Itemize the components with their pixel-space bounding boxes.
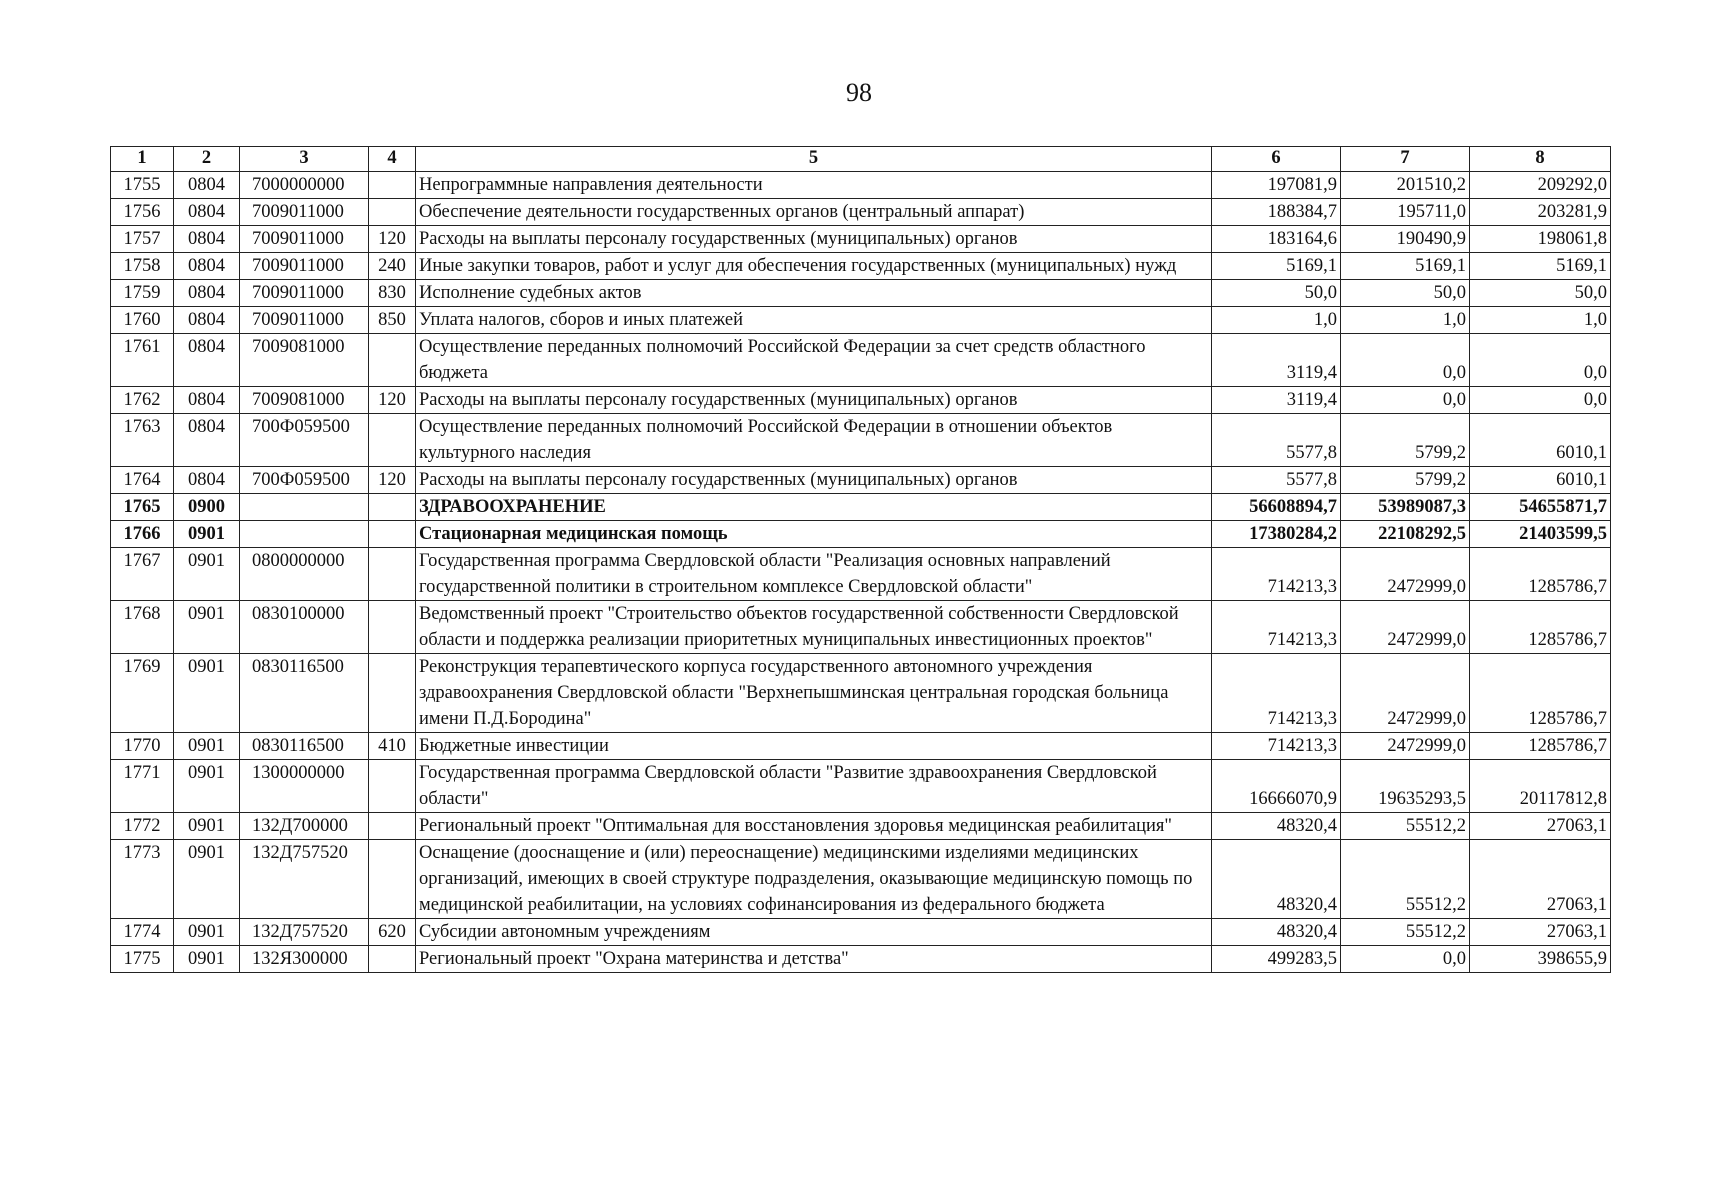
item-name: Государственная программа Свердловской области "Реализация основных направлений государственной политики в строительном комплексе Свердловской области" [416,548,1212,601]
value-col-7: 2472999,0 [1341,654,1470,733]
row-number: 1769 [111,654,174,733]
item-name: Обеспечение деятельности государственных органов (центральный аппарат) [416,199,1212,226]
value-col-7: 2472999,0 [1341,733,1470,760]
row-number: 1762 [111,387,174,414]
item-name: Расходы на выплаты персоналу государственных (муниципальных) органов [416,226,1212,253]
table-header-row [111,147,1611,172]
value-col-7: 55512,2 [1341,919,1470,946]
section-code: 0804 [174,334,240,387]
value-col-6: 5577,8 [1212,467,1341,494]
row-number: 1755 [111,172,174,199]
value-col-7: 22108292,5 [1341,521,1470,548]
value-col-6: 188384,7 [1212,199,1341,226]
section-code: 0804 [174,467,240,494]
item-name: Региональный проект "Охрана материнства и детства" [416,946,1212,973]
value-col-8: 1285786,7 [1470,601,1611,654]
item-name: Осуществление переданных полномочий Российской Федерации за счет средств областного бюджета [416,334,1212,387]
value-col-6: 5169,1 [1212,253,1341,280]
table-row [111,813,1611,840]
table-row [111,280,1611,307]
row-number: 1766 [111,521,174,548]
target-article-code: 0830100000 [240,601,369,654]
target-article-code [240,521,369,548]
section-code: 0901 [174,760,240,813]
item-name: Ведомственный проект "Строительство объектов государственной собственности Свердловской области и поддержка реализации приоритетных муниципальных инвестиционных проектов" [416,601,1212,654]
target-article-code: 7009011000 [240,199,369,226]
header-col-6: 6 [1212,147,1341,172]
table-row [111,494,1611,521]
value-col-7: 55512,2 [1341,840,1470,919]
value-col-7: 50,0 [1341,280,1470,307]
table-row [111,387,1611,414]
item-name: Бюджетные инвестиции [416,733,1212,760]
table-row [111,467,1611,494]
item-name: Стационарная медицинская помощь [416,521,1212,548]
value-col-6: 197081,9 [1212,172,1341,199]
row-number: 1757 [111,226,174,253]
section-code: 0900 [174,494,240,521]
value-col-8: 198061,8 [1470,226,1611,253]
row-number: 1764 [111,467,174,494]
target-article-code: 7000000000 [240,172,369,199]
header-col-8: 8 [1470,147,1611,172]
value-col-8: 398655,9 [1470,946,1611,973]
value-col-8: 50,0 [1470,280,1611,307]
header-col-1: 1 [111,147,174,172]
value-col-7: 5799,2 [1341,467,1470,494]
header-col-4: 4 [369,147,416,172]
table-row [111,919,1611,946]
value-col-6: 3119,4 [1212,387,1341,414]
value-col-7: 190490,9 [1341,226,1470,253]
value-col-6: 183164,6 [1212,226,1341,253]
target-article-code: 0830116500 [240,654,369,733]
row-number: 1758 [111,253,174,280]
row-number: 1773 [111,840,174,919]
row-number: 1761 [111,334,174,387]
section-code: 0901 [174,521,240,548]
value-col-6: 3119,4 [1212,334,1341,387]
expense-type-code: 410 [369,733,416,760]
target-article-code: 700Ф059500 [240,414,369,467]
value-col-7: 1,0 [1341,307,1470,334]
value-col-7: 19635293,5 [1341,760,1470,813]
row-number: 1759 [111,280,174,307]
section-code: 0901 [174,654,240,733]
target-article-code: 132Д757520 [240,919,369,946]
value-col-6: 1,0 [1212,307,1341,334]
value-col-8: 0,0 [1470,334,1611,387]
section-code: 0804 [174,172,240,199]
value-col-6: 5577,8 [1212,414,1341,467]
item-name: Непрограммные направления деятельности [416,172,1212,199]
expense-type-code: 120 [369,226,416,253]
table-row [111,760,1611,813]
expense-type-code: 120 [369,387,416,414]
row-number: 1763 [111,414,174,467]
expense-type-code [369,548,416,601]
header-col-7: 7 [1341,147,1470,172]
target-article-code: 7009011000 [240,280,369,307]
value-col-8: 6010,1 [1470,467,1611,494]
row-number: 1772 [111,813,174,840]
item-name: Государственная программа Свердловской области "Развитие здравоохранения Свердловской области" [416,760,1212,813]
target-article-code: 0800000000 [240,548,369,601]
row-number: 1775 [111,946,174,973]
value-col-7: 195711,0 [1341,199,1470,226]
value-col-8: 1285786,7 [1470,548,1611,601]
table-row [111,199,1611,226]
table-row [111,334,1611,387]
item-name: Расходы на выплаты персоналу государственных (муниципальных) органов [416,467,1212,494]
item-name: Иные закупки товаров, работ и услуг для обеспечения государственных (муниципальных) нужд [416,253,1212,280]
value-col-6: 48320,4 [1212,813,1341,840]
expense-type-code: 620 [369,919,416,946]
value-col-8: 1285786,7 [1470,654,1611,733]
target-article-code: 7009081000 [240,334,369,387]
item-name: Расходы на выплаты персоналу государственных (муниципальных) органов [416,387,1212,414]
section-code: 0804 [174,307,240,334]
target-article-code: 132Д757520 [240,840,369,919]
section-code: 0901 [174,548,240,601]
value-col-8: 6010,1 [1470,414,1611,467]
expense-type-code [369,601,416,654]
row-number: 1756 [111,199,174,226]
value-col-8: 209292,0 [1470,172,1611,199]
header-col-3: 3 [240,147,369,172]
section-code: 0804 [174,387,240,414]
item-name: Оснащение (дооснащение и (или) переоснащение) медицинскими изделиями медицинских организаций, имеющих в своей структуре подразделения, оказывающие медицинскую помощь по медицинской реабилитации, на условиях софинансирования из федерального бюджета [416,840,1212,919]
expense-type-code [369,414,416,467]
target-article-code: 700Ф059500 [240,467,369,494]
value-col-8: 0,0 [1470,387,1611,414]
value-col-8: 1285786,7 [1470,733,1611,760]
target-article-code: 7009011000 [240,253,369,280]
item-name: Осуществление переданных полномочий Российской Федерации в отношении объектов культурного наследия [416,414,1212,467]
value-col-7: 5169,1 [1341,253,1470,280]
value-col-6: 714213,3 [1212,601,1341,654]
value-col-6: 56608894,7 [1212,494,1341,521]
section-code: 0901 [174,733,240,760]
item-name: Уплата налогов, сборов и иных платежей [416,307,1212,334]
table-row [111,946,1611,973]
item-name: ЗДРАВООХРАНЕНИЕ [416,494,1212,521]
value-col-6: 714213,3 [1212,548,1341,601]
value-col-7: 2472999,0 [1341,601,1470,654]
table-row [111,307,1611,334]
expense-type-code [369,494,416,521]
table-row [111,521,1611,548]
expense-type-code: 120 [369,467,416,494]
value-col-8: 27063,1 [1470,813,1611,840]
item-name: Исполнение судебных актов [416,280,1212,307]
row-number: 1774 [111,919,174,946]
table-row [111,840,1611,919]
row-number: 1767 [111,548,174,601]
value-col-8: 27063,1 [1470,840,1611,919]
value-col-6: 714213,3 [1212,733,1341,760]
expense-type-code [369,654,416,733]
page-number: 98 [846,78,872,107]
expense-type-code [369,199,416,226]
value-col-6: 16666070,9 [1212,760,1341,813]
target-article-code: 1300000000 [240,760,369,813]
expense-type-code: 850 [369,307,416,334]
expense-type-code: 240 [369,253,416,280]
expense-type-code: 830 [369,280,416,307]
item-name: Региональный проект "Оптимальная для восстановления здоровья медицинская реабилитация" [416,813,1212,840]
expense-type-code [369,946,416,973]
value-col-6: 48320,4 [1212,840,1341,919]
value-col-8: 27063,1 [1470,919,1611,946]
table-row [111,253,1611,280]
value-col-8: 21403599,5 [1470,521,1611,548]
table-row [111,654,1611,733]
section-code: 0901 [174,813,240,840]
row-number: 1765 [111,494,174,521]
value-col-6: 714213,3 [1212,654,1341,733]
section-code: 0901 [174,919,240,946]
target-article-code: 7009011000 [240,307,369,334]
table-row [111,172,1611,199]
expense-type-code [369,521,416,548]
header-col-2: 2 [174,147,240,172]
expense-type-code [369,172,416,199]
section-code: 0901 [174,601,240,654]
section-code: 0804 [174,280,240,307]
target-article-code: 0830116500 [240,733,369,760]
expense-type-code [369,334,416,387]
value-col-8: 5169,1 [1470,253,1611,280]
value-col-7: 5799,2 [1341,414,1470,467]
value-col-7: 0,0 [1341,946,1470,973]
target-article-code: 7009011000 [240,226,369,253]
expense-type-code [369,840,416,919]
value-col-7: 2472999,0 [1341,548,1470,601]
value-col-7: 0,0 [1341,334,1470,387]
value-col-8: 1,0 [1470,307,1611,334]
target-article-code: 132Я300000 [240,946,369,973]
table-row [111,733,1611,760]
item-name: Субсидии автономным учреждениям [416,919,1212,946]
target-article-code: 132Д700000 [240,813,369,840]
section-code: 0804 [174,253,240,280]
value-col-6: 50,0 [1212,280,1341,307]
value-col-8: 20117812,8 [1470,760,1611,813]
expense-type-code [369,760,416,813]
table-row [111,226,1611,253]
expense-type-code [369,813,416,840]
row-number: 1760 [111,307,174,334]
table-row [111,601,1611,654]
value-col-7: 53989087,3 [1341,494,1470,521]
value-col-7: 55512,2 [1341,813,1470,840]
section-code: 0804 [174,414,240,467]
target-article-code: 7009081000 [240,387,369,414]
value-col-8: 203281,9 [1470,199,1611,226]
item-name: Реконструкция терапевтического корпуса государственного автономного учреждения здравоохранения Свердловской области "Верхнепышминская центральная городская больница имени П.Д.Бородина" [416,654,1212,733]
value-col-6: 499283,5 [1212,946,1341,973]
section-code: 0804 [174,199,240,226]
row-number: 1770 [111,733,174,760]
section-code: 0901 [174,946,240,973]
row-number: 1771 [111,760,174,813]
value-col-6: 17380284,2 [1212,521,1341,548]
table-row [111,414,1611,467]
value-col-8: 54655871,7 [1470,494,1611,521]
section-code: 0804 [174,226,240,253]
value-col-7: 0,0 [1341,387,1470,414]
value-col-7: 201510,2 [1341,172,1470,199]
budget-table [110,146,1611,973]
table-row [111,548,1611,601]
target-article-code [240,494,369,521]
value-col-6: 48320,4 [1212,919,1341,946]
header-col-5: 5 [416,147,1212,172]
section-code: 0901 [174,840,240,919]
row-number: 1768 [111,601,174,654]
